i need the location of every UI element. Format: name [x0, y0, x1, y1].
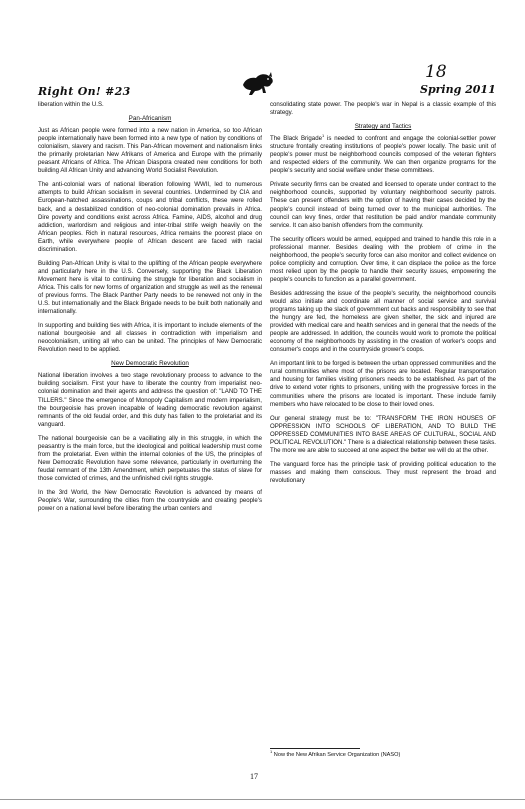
footnote-text: Now the New Afrikan Service Organization (NASO)	[272, 752, 401, 758]
text-run: is needed to confront and engage the colonial-settler power structure frontally creating institutions of people's power locally. The basic unit of people's power must be neighborhood councils composed of the veteran fighters and respected elders of the community. We can then organize programs for the people's security and social welfare under these committees.	[270, 135, 496, 175]
paragraph: The vanguard force has the principle task of providing political education to the masses and making them conscious. They must represent the broad and revolutionary	[270, 460, 496, 484]
left-column	[38, 101, 262, 519]
paragraph	[270, 135, 496, 175]
right-column	[270, 101, 496, 491]
paragraph: The anti-colonial wars of national liberation following WWII, led to numerous attempts to build African socialism in several countries. Undermined by CIA and European-hatched assassinations, coups and tribal conflicts, these were rolled back, and a destabilized condition of neo-colonial domination prevails in Africa. Dire poverty and conditions exist across Africa. Famine, AIDS, alcohol and drug addiction, warlordism and religious and inter-tribal strife weigh heavily on the African peoples. Rich in natural resources, Africa remains the poorest place on Earth, while everywhere people of African descent are faced with racial discrimination.	[38, 181, 262, 253]
text-run: The Black Brigade	[270, 135, 322, 143]
footnote	[270, 749, 401, 758]
footnote-marker: 1	[270, 749, 273, 755]
issue-season: Spring 2011	[420, 83, 496, 96]
scan-edge-line	[0, 799, 525, 800]
panther-icon	[240, 70, 276, 96]
paragraph: Just as African people were formed into a new nation in America, so too African people internationally have been formed into a new type of nation by conditions of colonialism, slavery and racism. This Pan-African movement and nationalism links the primarily proletarian New Afrikans of America and Europe with the primarily peasant Africans of Africa. The African Diaspora created new conditions for both building All African Unity and advancing World Socialist Revolution.	[38, 127, 262, 175]
handwritten-page-marker: 18	[425, 62, 447, 82]
section-heading-pan-africanism: Pan-Africanism	[128, 115, 172, 123]
section-heading-new-democratic-revolution: New Democratic Revolution	[111, 360, 189, 368]
paragraph: consolidating state power. The people's war in Nepal is a classic example of this strategy.	[270, 101, 496, 117]
paragraph: Besides addressing the issue of the people's security, the neighborhood councils would also initiate and coordinate all manner of social service and survival programs taking up the slack of government cut backs and responsibility to see that the hungry are fed, the homeless are given shelter, the sick and injured are provided with medical care and health services and in general that the needs of the people are addressed. In addition, the councils would work to promote the political economy of the neighborhoods by assisting in the creation of worker's coops and consumer's coops and in the countryside grower's coops.	[270, 289, 496, 354]
paragraph: National liberation involves a two stage revolutionary process to advance to the building socialism. First your have to liberate the country from imperialist neo-colonial domination and their agents and address the question of: "LAND TO THE TILLERS." Since the emergence of Monopoly Capitalism and modern imperialism, the bourgeoisie has proven incapable of leading democratic revolution against remnants of the old feudal order, and this duty has fallen to the proletariat and its vanguard.	[38, 372, 262, 428]
section-heading-strategy-and-tactics: Strategy and Tactics	[354, 123, 412, 131]
paragraph: Our general strategy must be to: "TRANSFORM THE IRON HOUSES OF OPPRESSION INTO SCHOOLS OF LIBERATION, AND TO BUILD THE OPPRESSED COMMUNITIES INTO BASE AREAS OF CULTURAL, SOCIAL AND POLITICAL REVOLUTION." There is a dialectical relationship between these tasks. The more we are able to succeed at one aspect the better we will do at the other.	[270, 414, 496, 454]
paragraph: The security officers would be armed, equipped and trained to handle this role in a professional manner. Besides dealing with the problem of crime in the neighborhood, the people's security force can also monitor and collect evidence on police complicity and corruption. Over time, it can displace the police as the force most relied upon by the people to handle their security issues, empowering the people's councils to function as a parallel government.	[270, 235, 496, 283]
paragraph: An important link to be forged is between the urban oppressed communities and the rural communities where most of the prisons are located. Regular transportation and housing for families visiting prisoners needs to be established. As part of the drive to extend voter rights to prisoners, uniting with the progressive forces in the communities where the prisons are located is important. These include family members who have relocated to be close to their loved ones.	[270, 360, 496, 408]
paragraph: The national bourgeoisie can be a vacillating ally in this struggle, in which the peasantry is the main force, but the ideological and political leadership must come from the proletariat. Even within the internal colonies of the US, the principles of New Democratic Revolution have some relevance, particularly in overturning the feudal remnant of the 13th Amendment, which perpetuates the status of slave for those convicted of crimes, and the unfinished civil rights struggle.	[38, 434, 262, 482]
paragraph: Private security firms can be created and licensed to operate under contract to the neighborhood councils, supported by voluntary neighborhood security patrols. These can present offenders with the option of having their cases decided by the people's council instead of being turned over to the municipal authorities. The council can levy fines, order that restitution be paid and/or mandate community service. It can also banish offenders from the community.	[270, 181, 496, 229]
page-number: 17	[250, 772, 258, 781]
paragraph: In the 3rd World, the New Democratic Revolution is advanced by means of People's War, surrounding the cities from the countryside and creating people's power on a national level before liberating the urban centers and	[38, 488, 262, 513]
footnote-divider	[270, 748, 360, 749]
publication-issue: Right On! #23	[38, 85, 131, 98]
paragraph: Building Pan-African Unity is vital to the uplifting of the African people everywhere and particularly here in the U.S. Conversely, supporting the Black Liberation Movement here is vital to continuing the struggle for liberation and socialism in Africa. This calls for new forms of organization and struggle as well as the renewal of previous forms. The Black Panther Party needs to be renewed not only in the U.S. but internationally and the Black Brigade needs to be built both nationally and internationally.	[38, 259, 262, 316]
footnote-reference: 1	[321, 133, 325, 139]
paragraph: liberation within the U.S.	[38, 101, 104, 108]
paragraph: In supporting and building ties with Africa, it is important to include elements of the national bourgeoisie and all classes in contradiction with imperialism and neocolonialism, uniting all who can be united. The principles of New Democratic Revolution need to be applied.	[38, 322, 262, 354]
